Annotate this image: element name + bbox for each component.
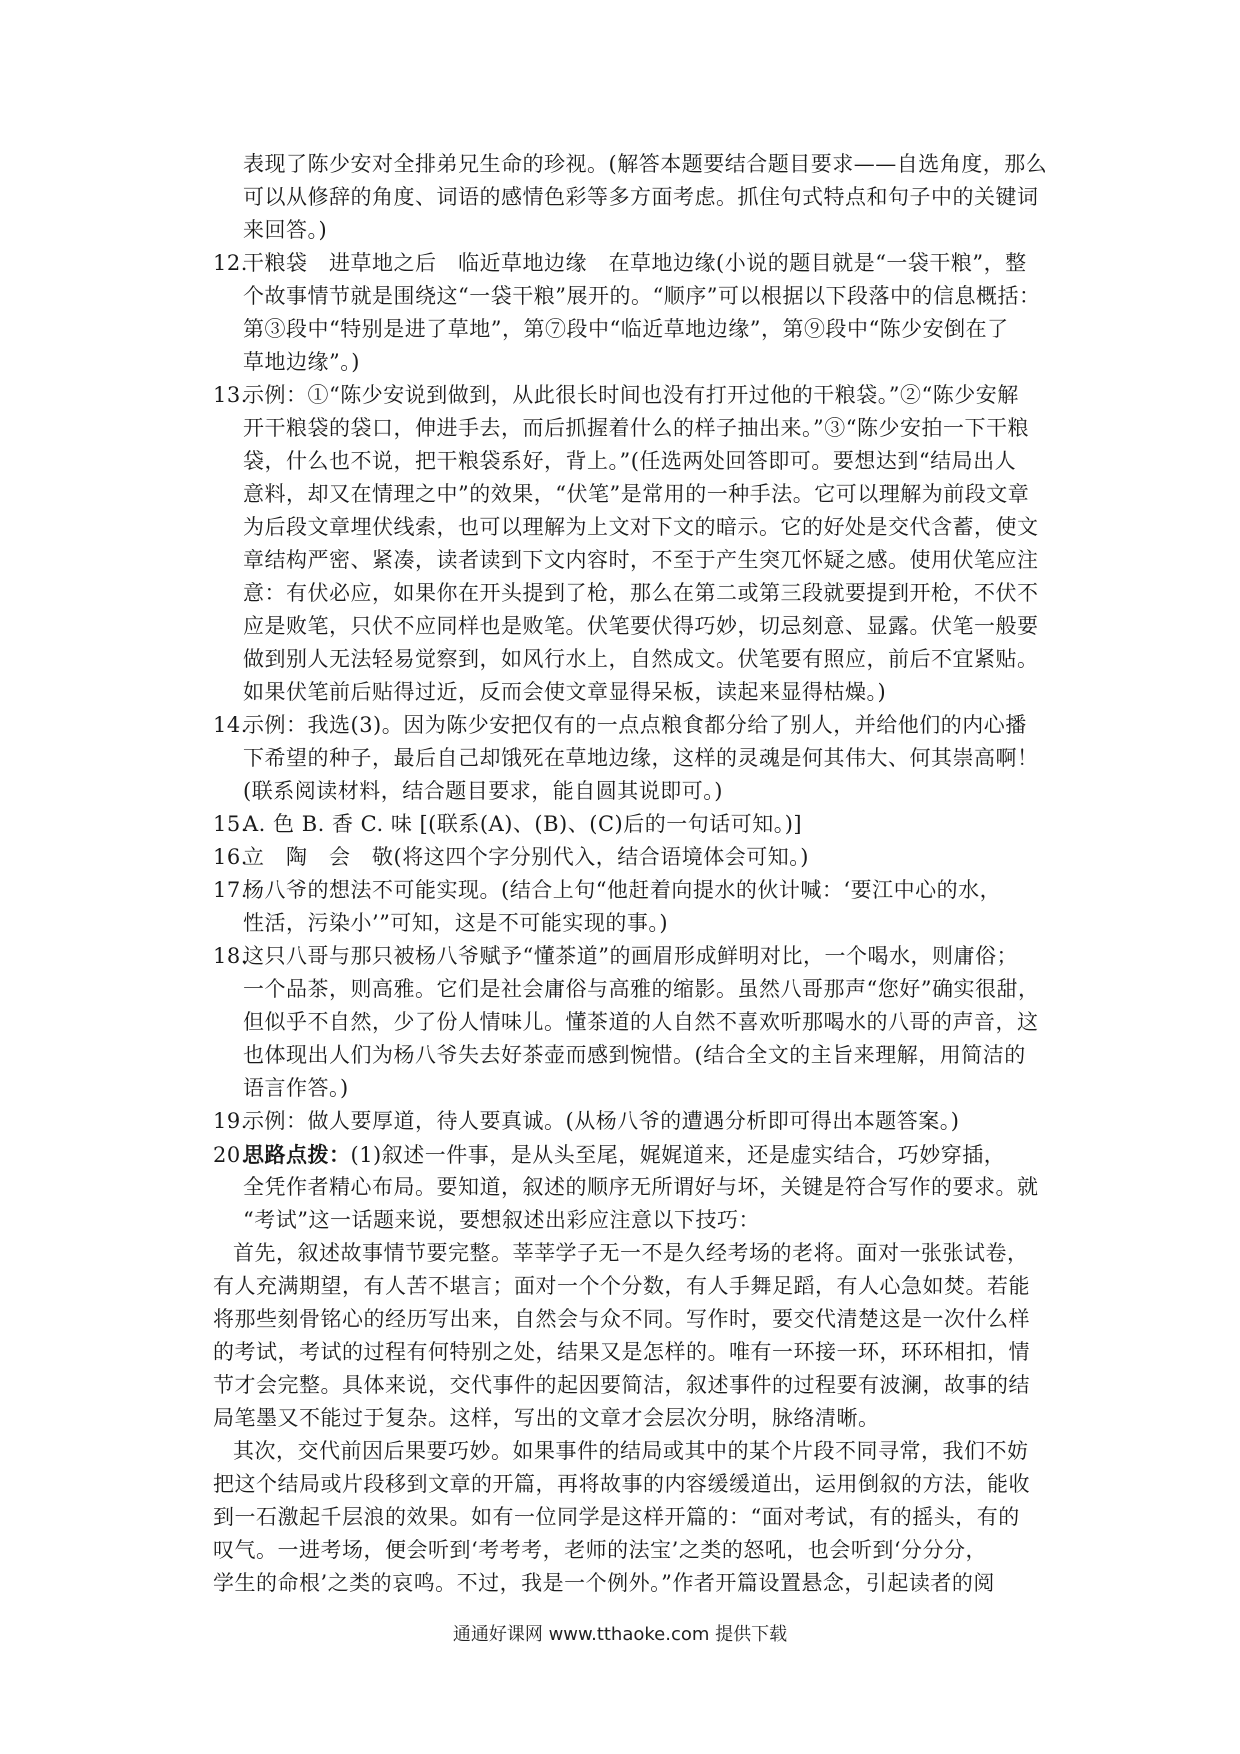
text-line: 有人充满期望，有人苦不堪言；面对一个个分数，有人手舞足蹈，有人心急如焚。若能: [213, 1274, 1030, 1298]
item-number: 18.: [213, 944, 248, 968]
answer-19: [213, 1105, 1058, 1138]
text-line: 意：有伏必应，如果你在开头提到了枪，那么在第二或第三段就要提到开枪，不伏不: [243, 581, 1039, 605]
text-line: 的考试，考试的过程有何特别之处，结果又是怎样的。唯有一环接一环，环环相扣，情: [213, 1340, 1030, 1364]
answer-12: [213, 247, 1058, 379]
item-number: 19.: [213, 1109, 248, 1133]
text-line: 示例：我选(3)。因为陈少安把仅有的一点点粮食都分给了别人，并给他们的内心播: [243, 713, 1027, 737]
text-line: 语言作答。): [243, 1076, 349, 1100]
paragraph-second: [213, 1435, 1058, 1600]
hint-label: 思路点拨：: [243, 1142, 351, 1167]
item-number: 16.: [213, 845, 248, 869]
text-line: 第③段中“特别是进了草地”，第⑦段中“临近草地边缘”，第⑨段中“陈少安倒在了: [243, 317, 1009, 341]
text-line: 杨八爷的想法不可能实现。(结合上句“他赶着向提水的伙计喊：‘要江中心的水，: [243, 878, 1002, 902]
text-line: 一个品茶，则高雅。它们是社会庸俗与高雅的缩影。虽然八哥那声“您好”确实很甜，: [243, 977, 1040, 1001]
item-number: 13.: [213, 383, 248, 407]
text-line: 立 陶 会 敬(将这四个字分别代入，结合语境体会可知。): [243, 845, 809, 869]
text-line: 做到别人无法轻易觉察到，如风行水上，自然成文。伏笔要有照应，前后不宜紧贴。: [243, 647, 1039, 671]
text-line: 草地边缘”。): [243, 350, 360, 374]
text-line: 干粮袋 进草地之后 临近草地边缘 在草地边缘(小说的题目就是“一袋干粮”，整: [243, 251, 1027, 275]
text-line: 到一石激起千层浪的效果。如有一位同学是这样开篇的：“面对考试，有的摇头，有的: [213, 1505, 1020, 1529]
text-line: 开干粮袋的袋口，伸进手去，而后抓握着什么的样子抽出来。”③“陈少安拍一下干粮: [243, 416, 1029, 440]
text-line: 全凭作者精心布局。要知道，叙述的顺序无所谓好与坏，关键是符合写作的要求。就: [243, 1175, 1039, 1199]
answer-text: [213, 148, 1058, 1600]
text-line: 把这个结局或片段移到文章的开篇，再将故事的内容缓缓道出，运用倒叙的方法，能收: [213, 1472, 1030, 1496]
text-line: 表现了陈少安对全排弟兄生命的珍视。(解答本题要结合题目要求——自选角度，那么: [243, 152, 1048, 176]
text-line: 节才会完整。具体来说，交代事件的起因要简洁，叙述事件的过程要有波澜，故事的结: [213, 1373, 1030, 1397]
text-line: 为后段文章埋伏线索，也可以理解为上文对下文的暗示。它的好处是交代含蓄，使文: [243, 515, 1039, 539]
answer-14: [213, 709, 1058, 808]
text-line: A. 色 B. 香 C. 味 [(联系(A)、(B)、(C)后的一句话可知。)]: [243, 812, 803, 836]
item-number: 12.: [213, 251, 248, 275]
text-line: 其次，交代前因后果要巧妙。如果事件的结局或其中的某个片段不同寻常，我们不妨: [233, 1439, 1029, 1463]
text-line: 袋，什么也不说，把干粮袋系好，背上。”(任选两处回答即可。要想达到“结局出人: [243, 449, 1017, 473]
text-line: 来回答。): [243, 218, 328, 242]
text-line: 局笔墨又不能过于复杂。这样，写出的文章才会层次分明，脉络清晰。: [213, 1406, 880, 1430]
item-number: 14.: [213, 713, 248, 737]
text-line: 章结构严密、紧凑，读者读到下文内容时，不至于产生突兀怀疑之感。使用伏笔应注: [243, 548, 1039, 572]
answer-17: [213, 874, 1058, 940]
text-line: 学生的命根’之类的哀鸣。不过，我是一个例外。”作者开篇设置悬念，引起读者的阅: [213, 1571, 995, 1595]
text-line: 意料，却又在情理之中”的效果，“伏笔”是常用的一种手法。它可以理解为前段文章: [243, 482, 1030, 506]
text-line: 将那些刻骨铭心的经历写出来，自然会与众不同。写作时，要交代清楚这是一次什么样: [213, 1307, 1030, 1331]
item-number: 20.: [213, 1143, 248, 1167]
text-line: “考试”这一话题来说，要想叙述出彩应注意以下技巧：: [243, 1208, 760, 1232]
answer-16: [213, 841, 1058, 874]
text-line: 也体现出人们为杨八爷失去好茶壶而感到惋惜。(结合全文的主旨来理解，用简洁的: [243, 1043, 1026, 1067]
text-line: 应是败笔，只伏不应同样也是败笔。伏笔要伏得巧妙，切忌刻意、显露。伏笔一般要: [243, 614, 1039, 638]
text-line: (联系阅读材料，结合题目要求，能自圆其说即可。): [243, 779, 723, 803]
paragraph-first: [213, 1237, 1058, 1435]
text-line: 下希望的种子，最后自己却饿死在草地边缘，这样的灵魂是何其伟大、何其崇高啊！: [243, 746, 1039, 770]
answer-18: [213, 940, 1058, 1105]
answer-15: [213, 808, 1058, 841]
text-line: 首先，叙述故事情节要完整。莘莘学子无一不是久经考场的老将。面对一张张试卷，: [233, 1241, 1029, 1265]
text-line: 个故事情节就是围绕这“一袋干粮”展开的。“顺序”可以根据以下段落中的信息概括：: [243, 284, 1041, 308]
footer-source: 通通好课网 www.tthaoke.com 提供下载: [452, 1624, 788, 1645]
answer-13: [213, 379, 1058, 709]
text-line: 如果伏笔前后贴得过近，反而会使文章显得呆板，读起来显得枯燥。): [243, 680, 887, 704]
text-line: 性活，污染小’”可知，这是不可能实现的事。): [243, 911, 669, 935]
text-line: 但似乎不自然，少了份人情味儿。懂茶道的人自然不喜欢听那喝水的八哥的声音，这: [243, 1010, 1039, 1034]
item-number: 15.: [213, 812, 248, 836]
answer-20: [213, 1138, 1058, 1237]
text-line: 可以从修辞的角度、词语的感情色彩等多方面考虑。抓住句式特点和句子中的关键词: [243, 185, 1039, 209]
text-line: (1)叙述一件事，是从头至尾，娓娓道来，还是虚实结合，巧妙穿插，: [350, 1143, 1006, 1167]
text-line: 示例：做人要厚道，待人要真诚。(从杨八爷的遭遇分析即可得出本题答案。): [243, 1109, 960, 1133]
text-line: 示例：①“陈少安说到做到，从此很长时间也没有打开过他的干粮袋。”②“陈少安解: [243, 383, 1019, 407]
text-line: 这只八哥与那只被杨八爷赋予“懂茶道”的画眉形成鲜明对比，一个喝水，则庸俗；: [243, 944, 1018, 968]
text-line: 叹气。一进考场，便会听到‘考考考，老师的法宝’之类的怒吼，也会听到‘分分分，: [213, 1538, 988, 1562]
item-number: 17.: [213, 878, 248, 902]
